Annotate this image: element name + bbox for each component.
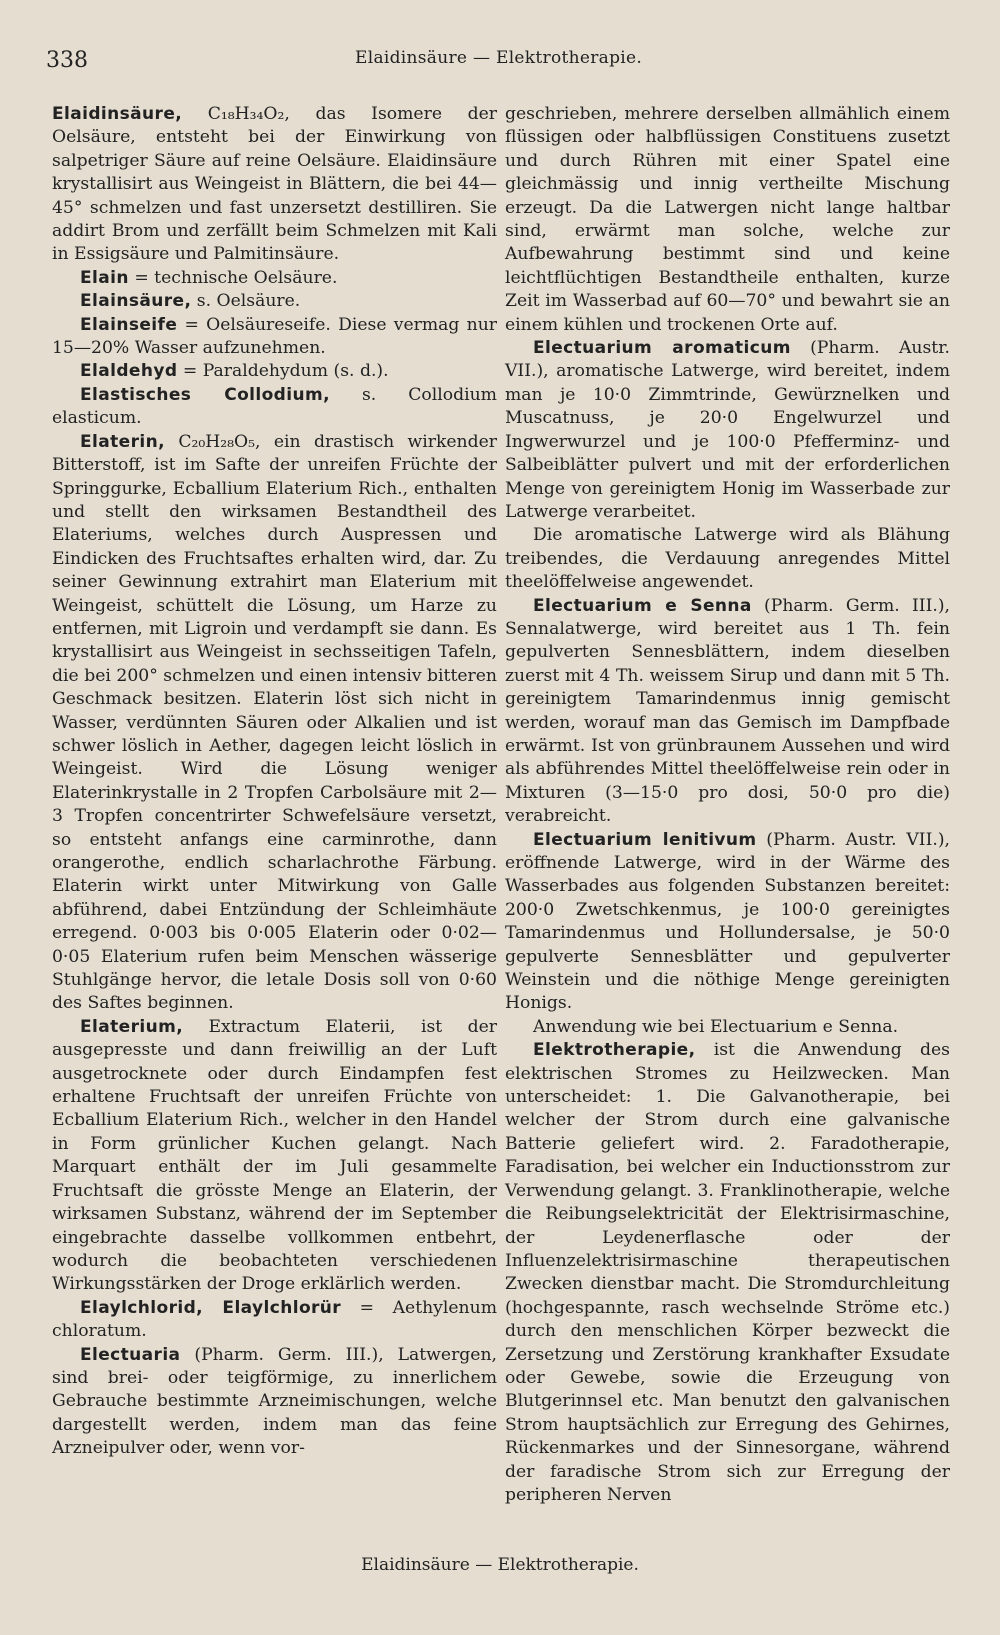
left-column	[52, 103, 497, 1461]
entry-text: = technische Oelsäure.	[134, 267, 338, 288]
entry-text: C₁₈H₃₄O₂, das Isomere der Oelsäure, entsteht bei der Einwirkung von salpetriger Säure auf reine Oelsäure. Elaidinsäure krystallisirt aus Weingeist in Blättern, die bei 44—45° schmelzen und fast unzersetzt destilliren. Sie addirt Brom und zerfällt beim Schmelzen mit Kali in Essigsäure und Palmitinsäure.	[52, 104, 497, 265]
entry-text: = Paraldehydum (s. d.).	[182, 361, 389, 382]
entry-paragraph	[505, 1016, 950, 1039]
entry-headword: Elainsäure,	[80, 291, 192, 312]
entry-text: geschrieben, mehrere derselben allmählich einem flüssigen oder halbflüssigen Constituens zusetzt und durch Rühren mit einer Spatel eine gleichmässig und innig vertheilte Mischung erzeugt. Da die Latwergen nicht lange haltbar sind, erwärmt man solche, welche zur Aufbewahrung bestimmt sind und keine leichtflüchtigen Bestandtheile enthalten, kurze Zeit im Wasserbad auf 60—70° und bewahrt sie an einem kühlen und trockenen Orte auf.	[505, 104, 950, 335]
entry-continuation	[505, 103, 950, 337]
entry-text: s. Collodium elasticum.	[52, 384, 497, 429]
entry-headword: Electuarium aromaticum	[533, 338, 791, 359]
entry-headword: Electuarium e Senna	[533, 595, 752, 616]
entry-headword: Elain	[80, 267, 129, 288]
entry-elainsaeure	[52, 290, 497, 313]
running-head: Elaidinsäure — Elektrotherapie.	[355, 48, 643, 68]
entry-text: = Aethylenum chloratum.	[52, 1297, 497, 1342]
entry-headword: Electuaria	[80, 1344, 181, 1365]
entry-elain	[52, 267, 497, 290]
entry-elaterium	[52, 1016, 497, 1297]
entry-electuaria	[52, 1344, 497, 1461]
right-column	[505, 103, 950, 1507]
entry-electuarium-aromaticum	[505, 337, 950, 524]
entry-elaterin	[52, 431, 497, 1016]
entry-electuarium-lenitivum	[505, 829, 950, 1016]
page-footer: Elaidinsäure — Elektrotherapie.	[361, 1555, 639, 1575]
entry-elastisches-collodium	[52, 384, 497, 431]
page-header	[0, 42, 1000, 82]
entry-text: (Pharm. Austr. VII.), eröffnende Latwerge, wird in der Wärme des Wasserbades aus folgenden Substanzen bereitet: 200·0 Zwetschkenmus, je 100·0 gereinigtes Tamarindenmus und Hollundersalse, je 50·0 gepulverte Sennesblätter und gepulverter Weinstein und die nöthige Menge gereinigten Honigs.	[505, 829, 950, 1014]
entry-headword: Elastisches Collodium,	[80, 384, 330, 405]
entry-headword: Elaylchlorid, Elaylchlorür	[80, 1297, 342, 1318]
entry-text: s. Oelsäure.	[196, 291, 301, 312]
entry-text: (Pharm. Germ. III.), Latwergen, sind brei- oder teigförmige, zu innerlichem Gebrauche bestimmte Arzneimischungen, welche dargestellt werden, indem man das feine Arzneipulver oder, wenn vor-	[52, 1344, 497, 1459]
entry-elaidinsaeure	[52, 103, 497, 267]
entry-elaldehyd	[52, 360, 497, 383]
entry-text: Anwendung wie bei Electuarium e Senna.	[533, 1016, 899, 1037]
entry-headword: Elainseife	[80, 314, 178, 335]
entry-headword: Elaterin,	[80, 431, 165, 452]
entry-text: = Oelsäureseife. Diese vermag nur 15—20% Wasser aufzunehmen.	[52, 314, 497, 359]
entry-elainseife	[52, 314, 497, 361]
entry-text: Die aromatische Latwerge wird als Blähung treibendes, die Verdauung anregendes Mittel theelöffelweise angewendet.	[505, 525, 950, 593]
page-number: 338	[46, 48, 88, 73]
entry-text: ist die Anwendung des elektrischen Stromes zu Heilzwecken. Man unterscheidet: 1. Die Galvanotherapie, bei welcher der Strom durch eine galvanische Batterie geliefert wird. 2. Faradotherapie, Faradisation, bei welcher ein Inductionsstrom zur Verwendung gelangt. 3. Franklinotherapie, welche die Reibungselektricität der Elektrisirmaschine, der Leydenerflasche oder der Influenzelektrisirmaschine therapeutischen Zwecken dienstbar macht. Die Stromdurchleitung (hochgespannte, rasch wechselnde Ströme etc.) durch den menschlichen Körper bezweckt die Zersetzung und Zerstörung krankhafter Exsudate oder Gewebe, sowie die Erzeugung von Blutgerinnsel etc. Man benutzt den galvanischen Strom hauptsächlich zur Erregung des Gehirnes, Rückenmarkes und der Sinnesorgane, während der faradische Strom sich zur Erregung der peripheren Nerven	[505, 1040, 950, 1505]
entry-headword: Elaterium,	[80, 1016, 184, 1037]
entry-elaylchlorid	[52, 1297, 497, 1344]
entry-headword: Elaidinsäure,	[52, 104, 183, 124]
entry-paragraph	[505, 524, 950, 594]
entry-text: C₂₀H₂₈O₅, ein drastisch wirkender Bitterstoff, ist im Safte der unreifen Früchte der Springgurke, Ecballium Elaterium Rich., enthalten und stellt den wirksamen Bestandtheil des Elateriums, welches durch Auspressen und Eindicken des Fruchtsaftes erhalten wird, dar. Zu seiner Gewinnung extrahirt man Elaterium mit Weingeist, schüttelt die Lösung, um Harze zu entfernen, mit Ligroin und verdampft sie dann. Es krystallisirt aus Weingeist in sechsseitigen Tafeln, die bei 200° schmelzen und einen intensiv bitteren Geschmack besitzen. Elaterin löst sich nicht in Wasser, verdünnten Säuren oder Alkalien und ist schwer löslich in Aether, dagegen leicht löslich in Weingeist. Wird die Lösung weniger Elaterinkrystalle in 2 Tropfen Carbolsäure mit 2—3 Tropfen concentrirter Schwefelsäure versetzt, so entsteht anfangs eine carminrothe, dann orangerothe, endlich scharlachrothe Färbung. Elaterin wirkt unter Mitwirkung von Galle abführend, dabei Entzündung der Schleimhäute erregend. 0·003 bis 0·005 Elaterin oder 0·02—0·05 Elaterium rufen beim Menschen wässerige Stuhlgänge hervor, die letale Dosis soll von 0·60 des Saftes beginnen.	[52, 431, 497, 1014]
entry-electuarium-e-senna	[505, 595, 950, 829]
entry-elektrotherapie	[505, 1039, 950, 1507]
entry-headword: Elektrotherapie,	[533, 1040, 696, 1061]
entry-text: (Pharm. Germ. III.), Sennalatwerge, wird bereitet aus 1 Th. fein gepulverten Sennesblättern, indem dieselben zuerst mit 4 Th. weissem Sirup und dann mit 5 Th. gereinigtem Tamarindenmus innig gemischt werden, worauf man das Gemisch im Dampfbade erwärmt. Ist von grünbraunem Aussehen und wird als abführendes Mittel theelöffelweise rein oder in Mixturen (3—15·0 pro dosi, 50·0 pro die) verabreicht.	[505, 595, 950, 827]
entry-headword: Electuarium lenitivum	[533, 829, 757, 850]
entry-text: Extractum Elaterii, ist der ausgepresste und dann freiwillig an der Luft ausgetrocknete oder durch Eindampfen fest erhaltene Fruchtsaft der unreifen Früchte von Ecballium Elaterium Rich., welcher in den Handel in Form grünlicher Kuchen gelangt. Nach Marquart enthält der im Juli gesammelte Fruchtsaft die grösste Menge an Elaterin, der wirksamen Substanz, während der im September eingebrachte dasselbe vollkommen entbehrt, wodurch die beobachteten verschiedenen Wirkungsstärken der Droge erklärlich werden.	[52, 1016, 498, 1295]
entry-text: (Pharm. Austr. VII.), aromatische Latwerge, wird bereitet, indem man je 10·0 Zimmtrinde, Gewürznelken und Muscatnuss, je 20·0 Engelwurzel und Ingwerwurzel und je 100·0 Pfefferminz- und Salbeiblätter pulvert und mit der erforderlichen Menge von gereinigtem Honig im Wasserbade zur Latwerge verarbeitet.	[505, 338, 950, 522]
entry-headword: Elaldehyd	[80, 361, 178, 382]
